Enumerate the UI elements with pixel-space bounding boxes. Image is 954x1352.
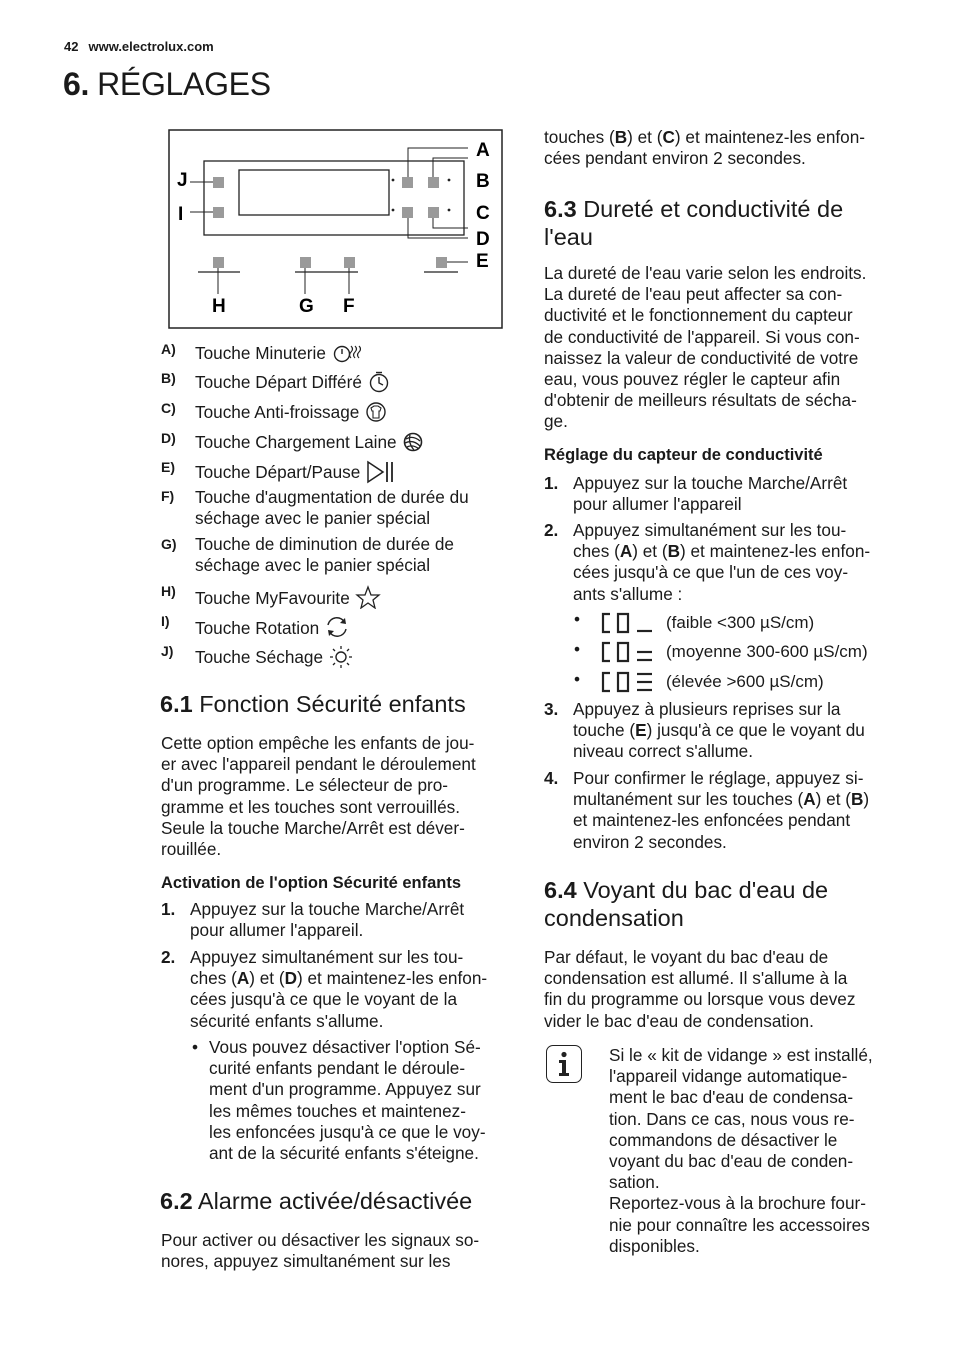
legend-key: G) — [161, 536, 177, 552]
timer-icon — [331, 342, 361, 364]
button-i — [213, 207, 224, 218]
bullet-dot: • — [574, 639, 581, 659]
section-6-2-title: 6.2 Alarme activée/désactivée — [160, 1188, 473, 1214]
label-a: A — [476, 140, 490, 161]
button-b — [402, 177, 413, 188]
section-6-1-paragraph: Cette option empêche les enfants de jou- er avec l'appareil pendant le déroulement d'un programme. Le sélecteur de pro- gramme et les touches sont verrouillés. Seule la touche Marche/Arrêt est déver- rouillée. — [161, 733, 476, 860]
legend-key: J) — [161, 643, 174, 659]
legend-key: E) — [161, 459, 175, 475]
legend-key: D) — [161, 430, 176, 446]
page-title — [63, 66, 271, 103]
label-c: C — [476, 203, 490, 224]
step-number: 4. — [544, 768, 559, 788]
star-icon — [355, 585, 381, 609]
button-h — [213, 257, 224, 268]
anti-crease-icon — [364, 401, 388, 423]
label-b: B — [476, 171, 490, 192]
s63-step-2: Appuyez simultanément sur les tou- ches (A) et (B) et maintenez-les enfon- cées jusqu'à ce que l'un de ces voy- ants s'allume : — [573, 520, 871, 604]
title-text: RÉGLAGES — [97, 66, 271, 102]
level-high-display-icon — [600, 671, 656, 693]
legend-item-a: Touche Minuterie — [195, 342, 361, 364]
label-e: E — [476, 251, 489, 272]
step-number: 3. — [544, 699, 559, 719]
label-f: F — [343, 296, 355, 317]
button-c — [402, 207, 413, 218]
s61-step-2: Appuyez simultanément sur les tou- ches (A) et (D) et maintenez-les enfon- cées jusqu'à ce que le voyant de la sécurité enfants s'allume. — [190, 947, 488, 1031]
step-number: 2. — [544, 520, 559, 540]
legend-key: C) — [161, 400, 176, 416]
page-header — [64, 39, 214, 54]
page-number: 42 — [64, 39, 79, 54]
legend-key: I) — [161, 613, 170, 629]
s63-step-3: Appuyez à plusieurs reprises sur la touche (E) jusqu'à ce que le voyant du niveau correct s'allume. — [573, 699, 865, 762]
section-6-4-paragraph: Par défaut, le voyant du bac d'eau de condensation est allumé. Il s'allume à la fin du programme ou lorsque vous devez vider le bac d'eau de condensation. — [544, 947, 856, 1031]
legend-item-d: Touche Chargement Laine — [195, 431, 425, 453]
section-6-3-paragraph: La dureté de l'eau varie selon les endroits. La dureté de l'eau peut affecter sa con- ductivité et le fonctionnement du capteur de conductivité de l'appareil. Si vous con- naissez la valeur de conductivité de votre eau, vous pouvez régler le capteur afin d'obtenir de meilleurs résultats de sécha- ge. — [544, 263, 867, 432]
label-i: I — [178, 204, 184, 225]
bullet-dot: • — [574, 669, 581, 689]
button-d — [428, 207, 439, 218]
label-d: D — [476, 229, 490, 250]
legend-key: B) — [161, 370, 176, 386]
step-number: 1. — [161, 899, 176, 919]
section-6-3-title: 6.3 Dureté et conductivité de l'eau — [544, 196, 844, 250]
control-panel-diagram — [160, 126, 510, 336]
section-6-3-subtitle: Réglage du capteur de conductivité — [544, 446, 823, 464]
legend-key: F) — [161, 488, 175, 504]
s61-step-1: Appuyez sur la touche Marche/Arrêt pour allumer l'appareil. — [190, 899, 465, 941]
s63-step-1: Appuyez sur la touche Marche/Arrêt pour allumer l'appareil — [573, 473, 848, 515]
step-number: 1. — [544, 473, 559, 493]
start-pause-icon — [365, 460, 395, 484]
level-medium: (moyenne 300-600 µS/cm) — [666, 642, 868, 661]
section-6-4-title: 6.4 Voyant du bac d'eau de condensation — [544, 877, 829, 931]
delay-start-icon — [367, 371, 391, 393]
button-j — [213, 177, 224, 188]
site-url: www.electrolux.com — [88, 39, 214, 54]
level-medium-display-icon — [600, 641, 656, 663]
legend-item-c: Touche Anti-froissage — [195, 401, 388, 423]
button-g — [300, 257, 311, 268]
level-high: (élevée >600 µS/cm) — [666, 672, 824, 691]
info-note: Si le « kit de vidange » est installé, l'appareil vidange automatique- ment le bac d'eau de condensa- tion. Dans ce cas, nous vous re- commandons de désactiver le voyant du bac d'eau de conden- sation. Reportez-vous à la brochure four- nie pour connaître les accessoires disponibles. — [609, 1045, 873, 1256]
s61-bullet: Vous pouvez désactiver l'option Sé- curité enfants pendant le déroule- ment d'un programme. Appuyez sur les mêmes touches et maintenez- les enfoncées jusqu'à ce que le voy- ant de la sécurité enfants s'éteigne. — [209, 1037, 486, 1164]
legend-key: A) — [161, 341, 176, 357]
section-6-1-subtitle: Activation de l'option Sécurité enfants — [161, 874, 462, 892]
bullet-dot: • — [192, 1037, 199, 1057]
level-low-display-icon — [600, 612, 656, 634]
s63-step-4: Pour confirmer le réglage, appuyez si- multanément sur les touches (A) et (B) et maintenez-les enfoncées pendant environ 2 secondes. — [573, 768, 870, 852]
bullet-dot: • — [574, 609, 581, 629]
legend-item-j: Touche Séchage — [195, 645, 354, 669]
button-a — [428, 177, 439, 188]
section-6-2-continued: touches (B) et (C) et maintenez-les enfon- cées pendant environ 2 secondes. — [544, 127, 866, 169]
title-number: 6. — [63, 66, 90, 102]
info-icon — [546, 1045, 582, 1083]
legend-item-b: Touche Départ Différé — [195, 371, 391, 393]
label-h: H — [212, 296, 226, 317]
legend-item-e: Touche Départ/Pause — [195, 460, 395, 484]
wool-icon — [401, 431, 425, 453]
label-g: G — [299, 296, 314, 317]
rotation-icon — [324, 615, 350, 639]
legend-item-i: Touche Rotation — [195, 615, 350, 639]
legend-item-h: Touche MyFavourite — [195, 585, 381, 609]
button-e — [436, 257, 447, 268]
step-number: 2. — [161, 947, 176, 967]
section-6-1-title: 6.1 Fonction Sécurité enfants — [160, 691, 466, 717]
legend-key: H) — [161, 583, 176, 599]
legend-item-f: Touche d'augmentation de durée du séchage avec le panier spécial — [195, 487, 469, 529]
label-j: J — [177, 170, 188, 191]
level-low: (faible <300 µS/cm) — [666, 613, 815, 632]
sun-drying-icon — [328, 645, 354, 669]
section-6-2-paragraph: Pour activer ou désactiver les signaux so- nores, appuyez simultanément sur les — [161, 1230, 480, 1272]
legend-item-g: Touche de diminution de durée de séchage avec le panier spécial — [195, 534, 454, 576]
button-f — [344, 257, 355, 268]
